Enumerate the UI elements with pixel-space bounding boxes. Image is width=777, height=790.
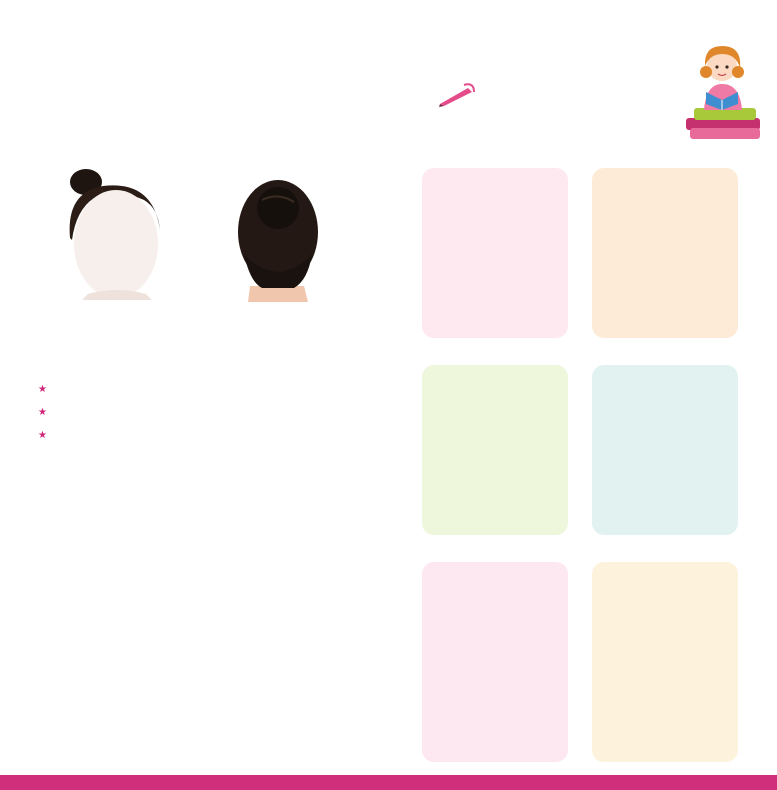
list-item [38, 403, 368, 426]
list-item [38, 426, 368, 449]
list-item [38, 380, 368, 403]
hair-bun-back-photo [228, 170, 328, 302]
star-icon: ★ [38, 407, 47, 418]
pen-icon [438, 82, 476, 108]
charter-card-safety [592, 562, 738, 762]
top-scallop-border [0, 0, 777, 30]
hair-reasons-list [38, 380, 368, 449]
charter-card-encouragement [592, 365, 738, 535]
hair-bun-front-photo [58, 168, 168, 300]
charter-card-attendance [422, 168, 568, 338]
star-icon: ★ [38, 384, 47, 395]
charter-card-punctuality [592, 168, 738, 338]
star-icon: ★ [38, 430, 47, 441]
charter-card-sharing [422, 365, 568, 535]
charter-card-no-comparison [422, 562, 568, 762]
bottom-scallop-border [0, 765, 777, 790]
reading-girl-illustration [680, 32, 764, 142]
